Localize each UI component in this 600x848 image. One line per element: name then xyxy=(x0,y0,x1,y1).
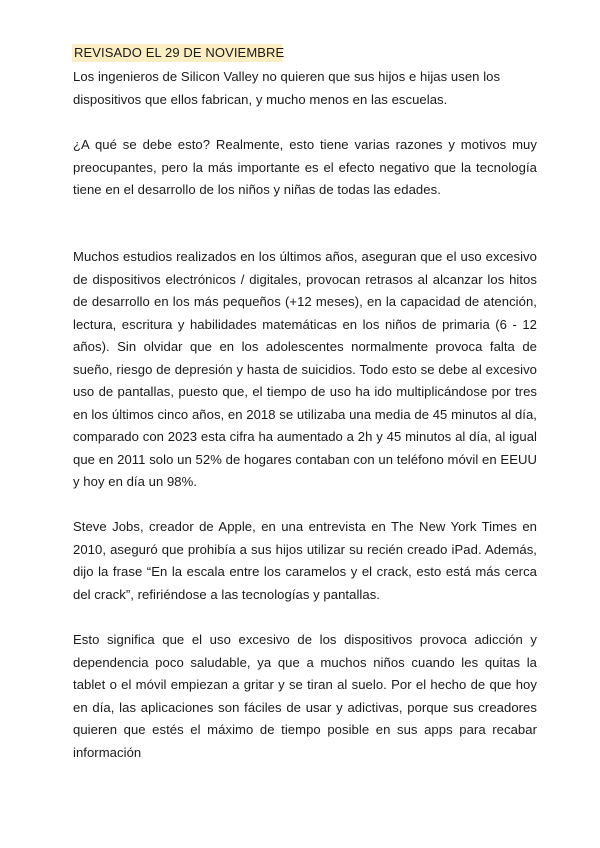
paragraph-question: ¿A qué se debe esto? Realmente, esto tiene varias razones y motivos muy preocupantes, pero la más importante es el efecto negativo que la tecnología tiene en el desarrollo de los niños y niñas de todas las edades. xyxy=(73,137,537,197)
paragraph-studies: Muchos estudios realizados en los últimos años, aseguran que el uso excesivo de dispositivos electrónicos / digitales, provocan retrasos al alcanzar los hitos de desarrollo en los más pequeños (+12 meses), en la capacidad de atención, lectura, escritura y habilidades matemáticas en los niños de primaria (6 - 12 años). Sin olvidar que en los adolescentes normalmente provoca falta de sueño, riesgo de depresión y hasta de suicidios. Todo esto se debe al excesivo uso de pantallas, puesto que, el tiempo de uso ha ido multiplicándose por tres en los últimos cinco años, en 2018 se utilizaba una media de 45 minutos al día, comparado con 2023 esta cifra ha aumentado a 2h y 45 minutos al día, al igual que en 2011 solo un 52% de hogares contaban con un teléfono móvil en EEUU y hoy en día un 98%. xyxy=(73,249,537,489)
paragraph-intro: Los ingenieros de Silicon Valley no quieren que sus hijos e hijas usen los dispositivos que ellos fabrican, y mucho menos en las escuelas. xyxy=(73,69,501,107)
paragraph-addiction: Esto significa que el uso excesivo de los dispositivos provoca adicción y dependencia poco saludable, ya que a muchos niños cuando les quitas la tablet o el móvil empiezan a gritar y se tiran al suelo. Por el hecho de que hoy en día, las aplicaciones son fáciles de usar y adictivas, porque sus creadores quieren que estés el máximo de tiempo posible en sus apps para recabar información xyxy=(73,632,537,760)
paragraph-steve-jobs: Steve Jobs, creador de Apple, en una entrevista en The New York Times en 2010, aseguró que prohibía a sus hijos utilizar su recién creado iPad. Además, dijo la frase “En la escala entre los caramelos y el crack, esto está más cerca del crack”, refiriéndose a las tecnologías y pantallas. xyxy=(73,519,537,602)
revised-date-highlight: REVISADO EL 29 DE NOVIEMBRE xyxy=(74,45,285,60)
